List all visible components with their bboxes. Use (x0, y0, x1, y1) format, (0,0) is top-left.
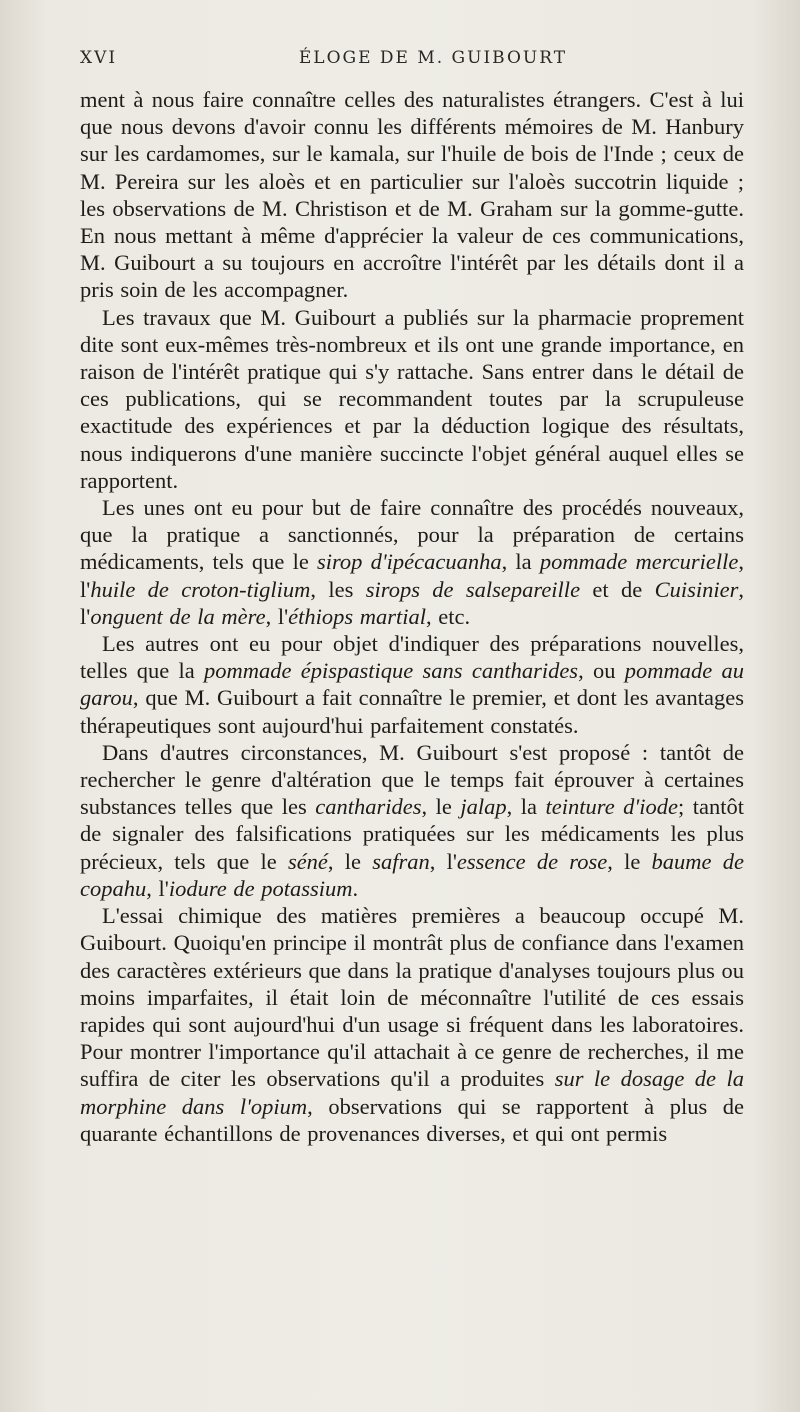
italic-term: essence de rose (456, 848, 608, 874)
text-run: , le (421, 794, 461, 820)
italic-term: cantharides (315, 794, 422, 820)
paragraph (80, 739, 744, 902)
text-run: ment à nous faire connaître celles des naturalistes étrangers. C'est à lui que nous devons d'avoir connu les différents mémoires de M. Hanbury sur les cardamomes, sur le kamala, sur l'huile de bois de l'Inde ; ceux de M. Pereira sur les aloès et en particulier sur l'aloès succotrin liquide ; les observations de M. Christison et de M. Graham sur la gomme-gutte. En nous mettant à même d'apprécier la valeur de ces communications, M. Guibourt a su toujours en accroître l'intérêt par les détails dont il a pris soin de les accompagner. (80, 87, 744, 303)
paragraph (80, 630, 744, 739)
text-run: Les autres ont eu pour objet d'indiquer des préparations nouvelles, telles que la (80, 631, 744, 684)
text-run: , l' (146, 875, 169, 901)
text-run: , l' (265, 603, 289, 629)
text-run: , les (310, 576, 366, 602)
italic-term: éthiops martial (288, 603, 427, 629)
text-run: et de (580, 576, 655, 602)
body-text (80, 86, 744, 1147)
italic-term: pommade au garou (80, 658, 745, 711)
italic-term: séné (287, 848, 328, 874)
italic-term: sirops de salsepareille (365, 576, 581, 602)
text-run: L'essai chimique des matières premières a beaucoup occupé M. Guibourt. Quoiqu'en principe il montrât plus de confiance dans l'examen des caractères extérieurs que dans la pratique d'analyses toujours plus ou moins imparfaites, il était loin de méconnaître l'utilité de ces essais rapides qui sont aujourd'hui d'un usage si fréquent dans les laboratoires. Pour montrer l'importance qu'il attachait à ce genre de recherches, il me suffira de citer les observations qu'il a produites (80, 903, 744, 1092)
text-run: , l' (429, 848, 457, 874)
text-run: , l' (80, 576, 745, 629)
text-run: , l' (80, 549, 744, 602)
text-run: , etc. (426, 603, 471, 629)
paragraph (80, 494, 744, 630)
italic-term: sur le dosage de la morphine dans l'opium (80, 1066, 744, 1119)
text-run: Les unes ont eu pour but de faire connaître des procédés nouveaux, que la pratique a sanctionnés, pour la préparation de certains médicaments, tels que le (80, 495, 744, 575)
italic-term: Cuisinier (654, 576, 739, 602)
text-run: ; tantôt de signaler des falsifications pratiquées sur les médicaments les plus précieux, tels que le (80, 794, 744, 874)
italic-term: baume de copahu (80, 848, 744, 901)
text-run: Les travaux que M. Guibourt a publiés sur la pharmacie proprement dite sont eux-mêmes très-nombreux et ils ont une grande importance, en raison de l'intérêt pratique qui s'y rattache. Sans entrer dans le détail de ces publications, qui se recommandent toutes par la scrupuleuse exactitude des expériences et par la déduction logique des résultats, nous indiquerons d'une manière succincte l'objet général auquel elles se rapportent. (80, 304, 744, 493)
paragraph (80, 86, 744, 304)
text-run: Dans d'autres circonstances, M. Guibourt s'est proposé : tantôt de rechercher le genre d'altération que le temps fait éprouver à certaines substances telles que les (80, 739, 744, 820)
paragraph (80, 902, 744, 1147)
text-run: , la (506, 794, 546, 820)
page-header (80, 48, 746, 78)
italic-term: safran (372, 848, 430, 874)
paragraph (80, 304, 744, 494)
text-run: , ou (578, 658, 625, 684)
text-run: , observations qui se rapportent à plus de quarante échantillons de provenances diverses, et qui ont permis (80, 1093, 745, 1146)
italic-term: jalap (460, 794, 507, 820)
text-run: , le (607, 848, 652, 874)
text-run: . (352, 875, 359, 901)
italic-term: sirop d'ipécacuanha (316, 549, 502, 575)
text-run: , le (327, 848, 373, 874)
text-run: , que M. Guibourt a fait connaître le premier, et dont les avantages thérapeutiques sont aujourd'hui parfaitement constatés. (80, 685, 744, 738)
italic-term: huile de croton-tiglium (90, 576, 311, 602)
italic-term: pommade épispastique sans cantharides (204, 658, 579, 684)
italic-term: onguent de la mère (90, 603, 266, 629)
italic-term: pommade mercurielle (539, 549, 739, 575)
running-title: ÉLOGE DE M. GUIBOURT (298, 48, 568, 68)
italic-term: iodure de potassium (168, 875, 353, 901)
page-number: XVI (80, 48, 118, 68)
italic-term: teinture d'iode (545, 794, 678, 820)
text-run: , la (501, 549, 540, 575)
